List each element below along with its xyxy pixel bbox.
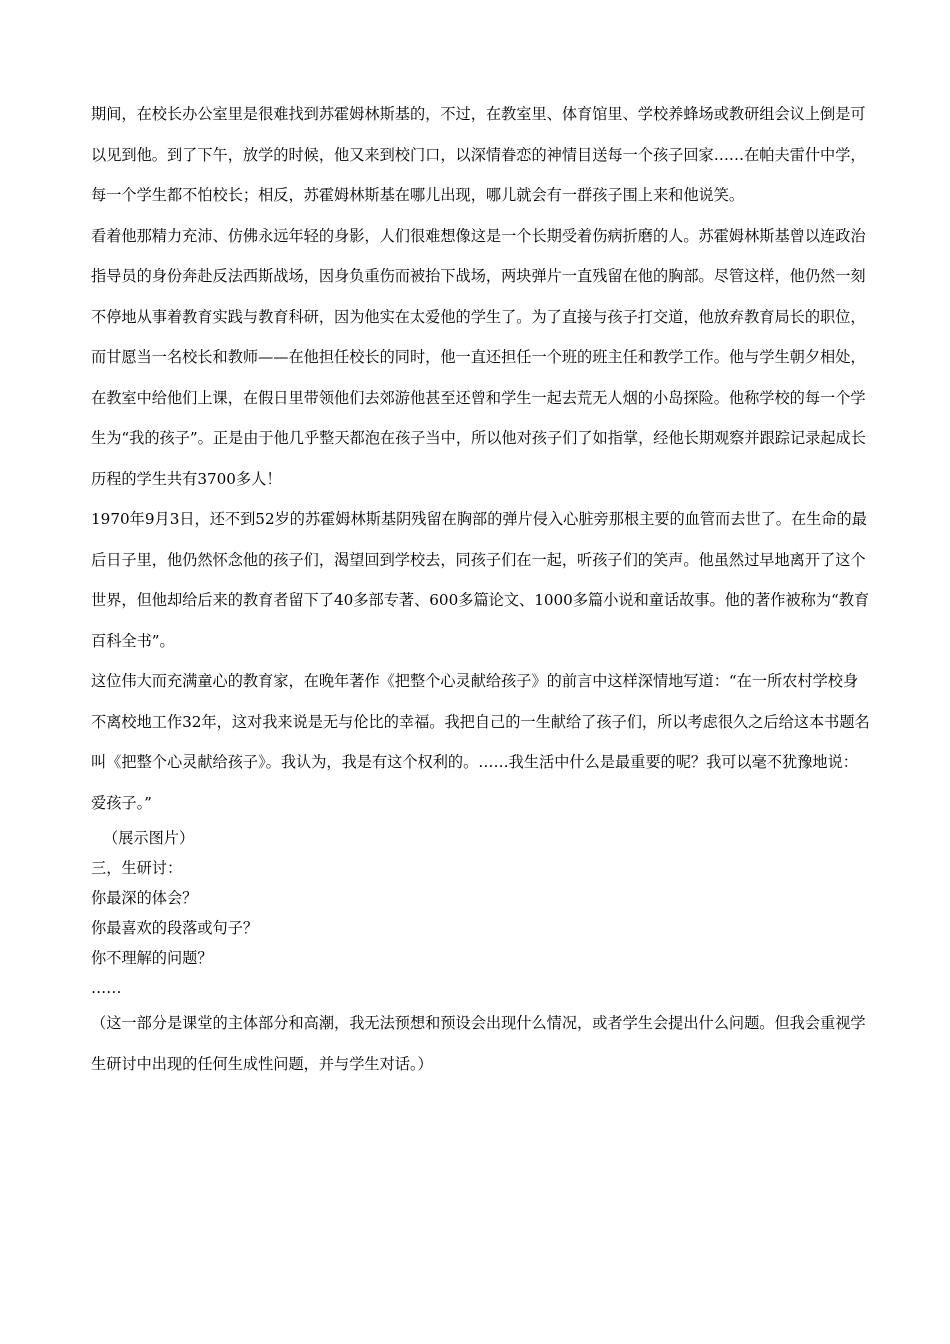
- note-show-pictures: （展示图片）: [103, 829, 195, 847]
- paragraph-death-legacy: 1970年9月3日，还不到52岁的苏霍姆林斯基阴残留在胸部的弹片侵入心脏旁那根主要的血管而去世了。在生命的最后日子里，他仍然怀念他的孩子们，渴望回到学校去，同孩子们在一起，听孩子们的笑声。他虽然过早地离开了这个世界，但他却给后来的教育者留下了40多部专著、600多篇论文、1000多篇小说和童话故事。他的著作被称为“教育百科全书”。: [91, 510, 870, 650]
- question-not-understood: 你不理解的问题？: [91, 949, 213, 967]
- paragraph-school-visits: 期间，在校长办公室里是很难找到苏霍姆林斯基的，不过，在教室里、体育馆里、学校养蜂场或教研组会议上倒是可以见到他。到了下午，放学的时候，他又来到校门口，以深情眷恋的神情目送每一个孩子回家……在帕夫雷什中学，每一个学生都不怕校长；相反，苏霍姆林斯基在哪儿出现，哪儿就会有一群孩子围上来和他说笑。: [91, 105, 866, 204]
- section-heading-discussion: 三，生研讨：: [91, 859, 183, 877]
- paragraph-teacher-note: （这一部分是课堂的主体部分和高潮，我无法预想和预设会出现什么情况，或者学生会提出什么问题。但我会重视学生研讨中出现的任何生成性问题，并与学生对话。）: [91, 1014, 866, 1073]
- paragraph-preface-quote: 这位伟大而充满童心的教育家，在晚年著作《把整个心灵献给孩子》的前言中这样深情地写道：“在一所农村学校身不离校地工作32年，这对我来说是无与伦比的幸福。我把自己的一生献给了孩子们，所以考虑很久之后给这本书题名叫《把整个心灵献给孩子》。我认为，我是有这个权利的。……我生活中什么是最重要的呢？我可以毫不犹豫地说：爱孩子。”: [91, 672, 870, 812]
- ellipsis-line: ……: [91, 979, 122, 997]
- document-page: [91, 94, 871, 1084]
- question-favorite-passage: 你最喜欢的段落或句子？: [91, 919, 259, 937]
- paragraph-war-injury: 看着他那精力充沛、仿佛永远年轻的身影，人们很难想像这是一个长期受着伤病折磨的人。苏霍姆林斯基曾以连政治指导员的身份奔赴反法西斯战场，因身负重伤而被抬下战场，两块弹片一直残留在他的胸部。尽管这样，他仍然一刻不停地从事着教育实践与教育科研，因为他实在太爱他的学生了。为了直接与孩子打交道，他放弃教育局长的职位，而甘愿当一名校长和教师——在他担任校长的同时，他一直还担任一个班的班主任和教学工作。他与学生朝夕相处，在教室中给他们上课，在假日里带领他们去郊游他甚至还曾和学生一起去荒无人烟的小岛探险。他称学校的每一个学生为“我的孩子”。正是由于他几乎整天都泡在孩子当中，所以他对孩子们了如指掌，经他长期观察并跟踪记录起成长历程的学生共有3700多人！: [91, 226, 866, 488]
- question-deepest-feeling: 你最深的体会？: [91, 889, 198, 907]
